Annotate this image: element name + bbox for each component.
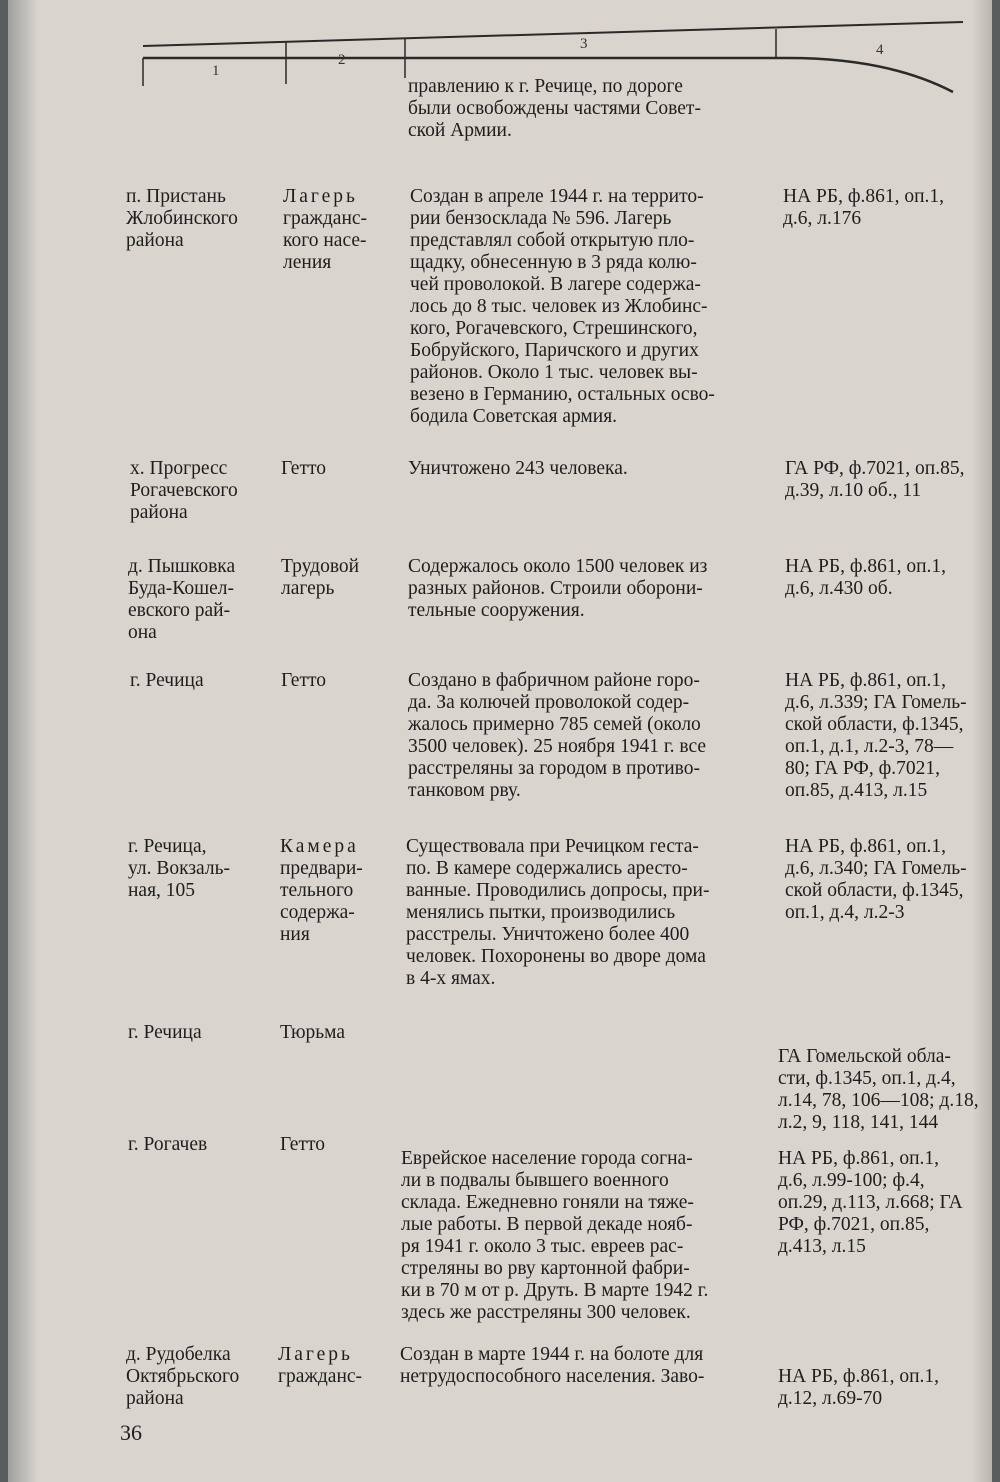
source-cell: НА РБ, ф.861, оп.1, д.6, л.340; ГА Гомель- ской области, ф.1345, оп.1, д.4, л.2-3 [785,836,967,923]
location-cell: г. Речица [130,670,204,691]
page-number: 36 [120,1420,142,1445]
header-top-rule [143,22,963,46]
description-cell: Создан в апреле 1944 г. на террито- рии бензосклада № 596. Лагерь представлял собой открытую пло- щадку, обнесенную в 3 ряда колю- чей проволокой. В лагере содержа- лось до 8 тыс. человек из Жлобинс- кого, Рогачевского, Стрешинского, Бобруйского, Паричского и других районов. Около 1 тыс. человек вы- везено в Германию, остальных осво- бодила Советская армия. [410,186,715,427]
type-cell: Лагерь гражданс- кого насе- ления [283,186,368,273]
source-cell: НА РБ, ф.861, оп.1, д.6, л.339; ГА Гомель- ской области, ф.1345, оп.1, д.1, л.2-3, 78— 80; ГА РФ, ф.7021, оп.85, д.413, л.15 [785,670,967,801]
description-cell: Еврейское население города согна- ли в подвалы бывшего военного склада. Ежедневно гоняли на тяже- лые работы. В первой декаде нояб- ря 1941 г. около 3 тыс. евреев рас- стреляны во рву картонной фабри- ки в 70 м от р. Друть. В марте 1942 г. здесь же расстреляны 300 человек. [401,1148,709,1323]
source-cell: НА РБ, ф.861, оп.1, д.12, л.69-70 [778,1366,940,1409]
location-cell: д. Рудобелка Октябрьского района [126,1344,240,1409]
source-cell: ГА РФ, ф.7021, оп.85, д.39, л.10 об., 11 [785,458,965,501]
description-cell: Содержалось около 1500 человек из разных районов. Строили оборони- тельные сооружения. [408,556,708,621]
description-cell: Создан в марте 1944 г. на болоте для нетрудоспособного населения. Заво- [400,1344,705,1387]
description-cell: Создано в фабричном районе горо- да. За колючей проволокой содер- жалось примерно 785 семей (около 3500 человек). 25 ноября 1941 г. все расстреляны за городом в противо- танковом рву. [408,670,707,801]
location-cell: г. Речица, ул. Вокзаль- ная, 105 [128,836,230,901]
header-col-4: 4 [876,42,884,58]
location-cell: п. Пристань Жлобинского района [126,186,238,251]
source-cell: НА РБ, ф.861, оп.1, д.6, л.176 [783,186,945,229]
description-cell: Уничтожено 243 человека. [408,458,628,479]
type-cell: Тюрьма [280,1022,346,1043]
type-cell: Лагерь гражданс- [278,1344,363,1387]
description-cell: правлению к г. Речице, по дороге были освобождены частями Совет- ской Армии. [408,76,701,141]
source-cell: НА РБ, ф.861, оп.1, д.6, л.430 об. [785,556,947,599]
type-cell: Гетто [280,1134,325,1155]
book-page [8,0,992,1482]
location-cell: д. Пышковка Буда-Кошел- евского рай- она [128,556,236,643]
location-cell: г. Речица [128,1022,202,1043]
source-cell: ГА Гомельской обла- сти, ф.1345, оп.1, д.4, л.14, 78, 106—108; д.18, л.2, 9, 118, 141, 144 [778,1046,979,1133]
type-cell: Гетто [281,670,326,691]
location-cell: г. Рогачев [128,1134,208,1155]
header-col-3: 3 [580,36,588,52]
description-cell: Существовала при Речицком геста- по. В камере содержались аресто- ванные. Проводились допросы, при- менялись пытки, производились расстрелы. Уничтожено более 400 человек. Похоронены во дворе дома в 4-х ямах. [406,836,710,989]
header-col-1: 1 [212,63,220,79]
page-edge-shadow-left [8,0,38,1482]
type-cell: Трудовой лагерь [281,556,360,599]
header-col-2: 2 [338,52,346,68]
type-cell: Гетто [281,458,326,479]
location-cell: х. Прогресс Рогачевского района [130,458,238,523]
type-cell: Камера предвари- тельного содержа- ния [280,836,363,945]
source-cell: НА РБ, ф.861, оп.1, д.6, л.99-100; ф.4, оп.29, д.113, л.668; ГА РФ, ф.7021, оп.85, д.413, л.15 [778,1148,963,1257]
